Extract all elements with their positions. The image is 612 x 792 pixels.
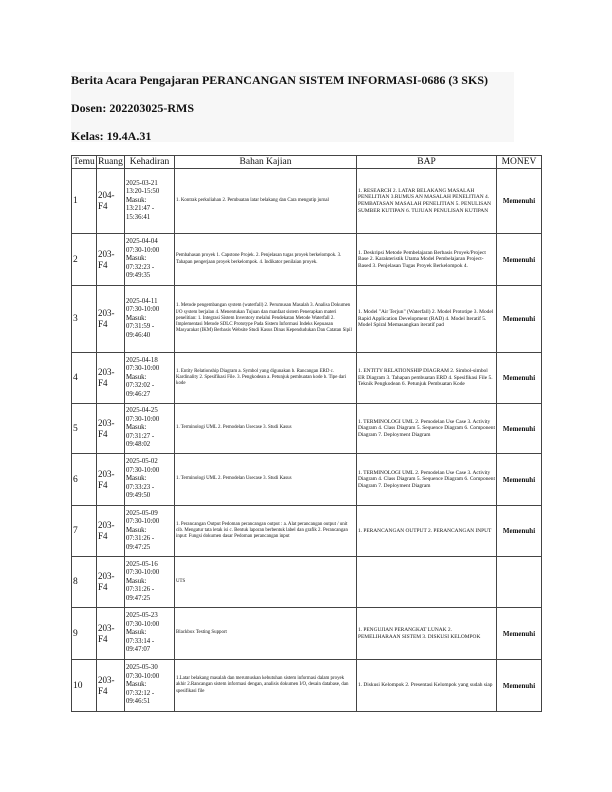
class-label: Kelas: 19.4A.31 (71, 129, 152, 143)
bap-cell: 1. ENTITY RELATIONSHIP DIAGRAM 2. Simbol-simbol ER Diagram 3. Tahapan pembuatan ERD 4. Spesifikasi File 5. Teknik Pengkodean 6. Petunjuk Pembuatan Kode (357, 353, 497, 404)
bap-cell: 1. TERMINOLOGI UML 2. Pemodelan Use Case 3. Activity Diagram 4. Class Diagram 5. Sequence Diagram 6. Component Diagram 7. Deployment Diagram (357, 454, 497, 506)
check-in-time: 07:32:23 - 09:49:35 (126, 263, 155, 280)
monev-status: Memenuhi (497, 169, 542, 234)
session-time: 07:30-10:00 (126, 306, 160, 314)
session-time: 07:30-10:00 (126, 672, 160, 680)
study-material-cell: 1. Terminologi UML 2. Pemodelan Usecase 3. Studi Kasus (175, 404, 357, 454)
attendance-cell (125, 557, 175, 608)
table-row (72, 234, 542, 286)
document-title: Berita Acara Pengajaran PERANCANGAN SISTEM INFORMASI-0686 (3 SKS) (71, 73, 488, 87)
attendance-cell (125, 506, 175, 557)
check-in-time: 07:31:59 - 09:46:40 (126, 323, 155, 339)
check-in-label: Masuk: (126, 681, 147, 689)
check-in-label: Masuk: (126, 424, 147, 432)
attendance-cell (125, 608, 175, 660)
column-header-kehadiran: Kehadiran (125, 156, 175, 169)
session-date: 2025-05-23 (126, 612, 158, 620)
bap-cell (357, 557, 497, 608)
attendance-cell (125, 234, 175, 286)
table-row (72, 608, 542, 660)
bap-cell: 1. Diskusi Kelompok 2. Presentasi Kelompok yang sudah siap (357, 660, 497, 712)
study-material-cell: 1. Metode pengembangan system (waterfall) 2. Perumusan Masalah 3. Analisa Dokumen I/O system berjalan 4. Menentukan Tujuan dan manfaat sistem Penerapkan materi penelitian: 1. Integrasi Sistem Inventory melalui Pendekatan Metode Waterfall 2. Implementasi Metode SDLC Prototype Pada Sistem Informasi Indeks Kepuasan Masyarakat (IKM) Berbasis Website Studi Kasus Dinas Kependudukan Dan Catatan Sipil (175, 286, 357, 353)
table-row (72, 286, 542, 353)
monev-status: Memenuhi (497, 234, 542, 286)
bap-cell: 1. TERMINOLOGI UML 2. Pemodelan Use Case 3. Activity Diagram 4. Class Diagram 5. Sequence Diagram 6. Component Diagram 7. Deployment Diagram (357, 404, 497, 454)
bap-cell: 1. Deskripsi Metode Pembelajaran Berbasis Proyek/Project Base 2. Karakteristik Utama Model Pembelajaran Project- Based 3. Penjelasan Tugas Proyek Berkelompok 4. (357, 234, 497, 286)
bap-cell: 1. PENGUJIAN PERANGKAT LUNAK 2. PEMELIHARAAN SISTEM 3. DISKUSI KELOMPOK (357, 608, 497, 660)
check-in-label: Masuk: (126, 314, 147, 322)
session-time: 07:30-10:00 (126, 620, 160, 628)
room-cell: 203-F4 (97, 506, 125, 557)
session-date: 2025-05-02 (126, 458, 158, 466)
study-material-cell: Blackbox Testing Support (175, 608, 357, 660)
document-header (71, 72, 514, 142)
room-cell: 203-F4 (97, 608, 125, 660)
table-row (72, 506, 542, 557)
attendance-cell (125, 286, 175, 353)
session-time: 07:30-10:00 (126, 365, 160, 373)
room-cell: 203-F4 (97, 234, 125, 286)
table-row (72, 557, 542, 608)
check-in-label: Masuk: (126, 577, 147, 585)
bap-cell: 1. RESEARCH 2. LATAR BELAKANG MASALAH PENELITIAN 3.RUMUS AN MASALAH PENELITIAN 4. PEMBATASAN MASALAH PENELITIAN 5. PENULISAN SUMBER KUTIPAN 6. TUJUAN PENULISAN KUTIPAN (357, 169, 497, 234)
table-row (72, 660, 542, 712)
meeting-number: 6 (72, 454, 97, 506)
column-header-monev: MONEV (497, 156, 542, 169)
monev-status: Memenuhi (497, 404, 542, 454)
session-date: 2025-05-16 (126, 560, 158, 568)
study-material-cell: 1. Kontrak perkuliahan 2. Pembuatan latar belakang dan Cara mengutip jurnal (175, 169, 357, 234)
check-in-time: 07:32:12 - 09:46:51 (126, 689, 155, 706)
session-date: 2025-04-11 (126, 297, 158, 305)
study-material-cell: UTS (175, 557, 357, 608)
session-time: 07:30-10:00 (126, 466, 160, 474)
meeting-number: 10 (72, 660, 97, 712)
study-material-cell: 1. Entity Relationship Diagram a. Symbol yang digunakan b. Rancangan ERD c. Kardinality 2. Spesifikasi File. 3. Pengkodean a. Petunjuk pembuatan kode b. Tipe dari kode (175, 353, 357, 404)
session-time: 13:20-15:50 (126, 188, 160, 196)
table-row (72, 404, 542, 454)
meeting-number: 1 (72, 169, 97, 234)
check-in-label: Masuk: (126, 255, 147, 263)
session-time: 07:30-10:00 (126, 518, 160, 526)
column-header-ruang: Ruang (98, 156, 123, 167)
meeting-number: 7 (72, 506, 97, 557)
check-in-label: Masuk: (126, 373, 147, 381)
bap-cell: 1. PERANCANGAN OUTPUT 2. PERANCANGAN INPUT (357, 506, 497, 557)
check-in-label: Masuk: (126, 475, 147, 483)
meeting-number: 8 (72, 557, 97, 608)
room-cell: 203-F4 (97, 353, 125, 404)
monev-status: Memenuhi (497, 660, 542, 712)
study-material-cell: 1. Terminologi UML 2. Pemodelan Usecase 3. Studi Kasus (175, 454, 357, 506)
teaching-record-table (71, 155, 542, 712)
session-date: 2025-03-21 (126, 179, 158, 187)
room-cell: 204-F4 (97, 169, 125, 234)
bap-cell: 1. Model "Air Terjun" (Waterfall) 2. Model Prototipe 3. Model Rapid Application Development (RAD) 4. Model Iteratif 5. Model Spiral Memasangkan iteratif pad (357, 286, 497, 353)
session-date: 2025-04-18 (126, 356, 158, 364)
attendance-cell (125, 353, 175, 404)
table-row (72, 169, 542, 234)
room-cell: 203-F4 (97, 557, 125, 608)
monev-status: Memenuhi (497, 286, 542, 353)
check-in-time: 07:31:27 - 09:48:02 (126, 432, 155, 449)
check-in-label: Masuk: (126, 526, 147, 534)
table-row (72, 454, 542, 506)
room-cell: 203-F4 (97, 454, 125, 506)
study-material-cell: Pembahasan proyek 1. Capstone Projek. 2. Penjelasan tugas proyek berkelompok. 3. Tahapan pengerjaan proyek berkelompok. 4. Indikator penilaian proyek. (175, 234, 357, 286)
study-material-cell: 1.Latar belakang masalah dan merumuskan kebutuhan sistem informasi dalam proyek akhir 2.Rancangan sistem informasi dengan, analisis dokumen I/O, desain database, dan spesifikasi file (175, 660, 357, 712)
attendance-cell (125, 660, 175, 712)
monev-status: Memenuhi (497, 353, 542, 404)
check-in-time: 07:33:14 - 09:47:07 (126, 637, 155, 654)
session-time: 07:30-10:00 (126, 246, 160, 254)
room-cell: 203-F4 (97, 286, 125, 353)
attendance-cell (125, 169, 175, 234)
monev-status: Memenuhi (497, 454, 542, 506)
check-in-time: 07:33:23 - 09:49:50 (126, 483, 155, 500)
table-row (72, 353, 542, 404)
column-header-bahan-kajian: Bahan Kajian (175, 156, 357, 169)
session-date: 2025-05-09 (126, 509, 158, 517)
session-time: 07:30-10:00 (126, 569, 160, 577)
monev-status (497, 557, 542, 608)
table-header-row (72, 156, 542, 169)
meeting-number: 5 (72, 404, 97, 454)
column-header-temu: Temu (73, 156, 95, 167)
check-in-time: 13:21:47 - 15:36:41 (126, 205, 155, 221)
check-in-label: Masuk: (126, 196, 147, 204)
room-cell: 203-F4 (97, 660, 125, 712)
meeting-number: 2 (72, 234, 97, 286)
lecturer-label: Dosen: 202203025-RMS (71, 101, 194, 115)
monev-status: Memenuhi (497, 506, 542, 557)
study-material-cell: 1. Perancangan Output Pedoman perancangan output : a. Alat perancangan output / unit cib. Mengatur tata letak isi c. Bentuk laporan berbentuk label dan grafik 2. Perancangan input: Fungsi dokumen dasar Pedoman perancangan input (175, 506, 357, 557)
meeting-number: 3 (72, 286, 97, 353)
attendance-cell (125, 404, 175, 454)
check-in-time: 07:32:02 - 09:46:27 (126, 382, 155, 398)
check-in-time: 07:31:26 - 09:47:25 (126, 586, 155, 602)
session-date: 2025-04-25 (126, 407, 158, 415)
session-date: 2025-04-04 (126, 238, 158, 246)
attendance-cell (125, 454, 175, 506)
check-in-time: 07:31:26 - 09:47:25 (126, 535, 155, 551)
session-time: 07:30-10:00 (126, 415, 160, 423)
meeting-number: 4 (72, 353, 97, 404)
session-date: 2025-05-30 (126, 664, 158, 672)
meeting-number: 9 (72, 608, 97, 660)
monev-status: Memenuhi (497, 608, 542, 660)
check-in-label: Masuk: (126, 629, 147, 637)
column-header-bap: BAP (357, 156, 497, 169)
room-cell: 203-F4 (97, 404, 125, 454)
